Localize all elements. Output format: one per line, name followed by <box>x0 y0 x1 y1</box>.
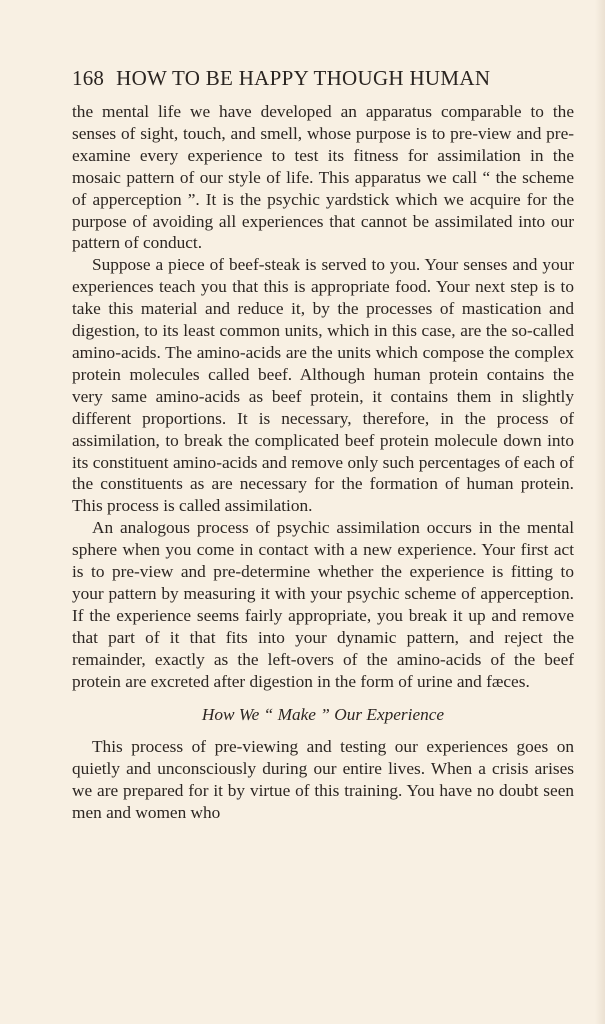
running-title: HOW TO BE HAPPY THOUGH HUMAN <box>116 66 491 90</box>
paragraph-continuation: the mental life we have developed an apparatus comparable to the senses of sight, touch, and smell, whose purpose is to pre-view and pre-examine every experience to test its fitness for assimilation in the mosaic pattern of our style of life. This apparatus we call “ the scheme of apperception ”. It is the psychic yardstick which we acquire for the purpose of avoiding all experiences that cannot be assimilated into our pattern of conduct. <box>72 102 574 253</box>
running-header <box>72 66 578 91</box>
paragraph-psychic-assimilation: An analogous process of psychic assimilation occurs in the mental sphere when you come in contact with a new experience. Your first act is to pre-view and pre-determine whether the experience is fitting to your pattern by measuring it with your psychic scheme of apperception. If the experience seems fairly appropriate, you break it up and remove that part of it that fits into your dynamic pattern, and reject the remainder, exactly as the left-overs of the amino-acids of the beef protein are excreted after digestion in the form of urine and fæces. <box>72 518 574 691</box>
page-number: 168 <box>72 66 105 90</box>
section-heading: How We “ Make ” Our Experience <box>201 705 445 725</box>
page-body <box>72 101 574 824</box>
paragraph-pre-viewing: This process of pre-viewing and testing our experiences goes on quietly and unconsciously during our entire lives. When a crisis arises we are prepared for it by virtue of this training. You have no doubt seen men and women who <box>72 737 574 823</box>
page-edge-shadow <box>595 0 605 1024</box>
paragraph-beef-steak: Suppose a piece of beef-steak is served to you. Your senses and your experiences teach you that this is appropriate food. Your next step is to take this material and reduce it, by the processes of mastication and digestion, to its least common units, which in this case, are the so-called amino-acids. The amino-acids are the units which compose the complex protein molecules called beef. Although human protein contains the very same amino-acids as beef protein, it contains them in slightly different proportions. It is necessary, therefore, in the process of assimilation, to break the complicated beef protein molecule down into its constituent amino-acids and remove only such percentages of each of the constituents as are necessary for the formation of human protein. This process is called assimilation. <box>72 255 574 516</box>
